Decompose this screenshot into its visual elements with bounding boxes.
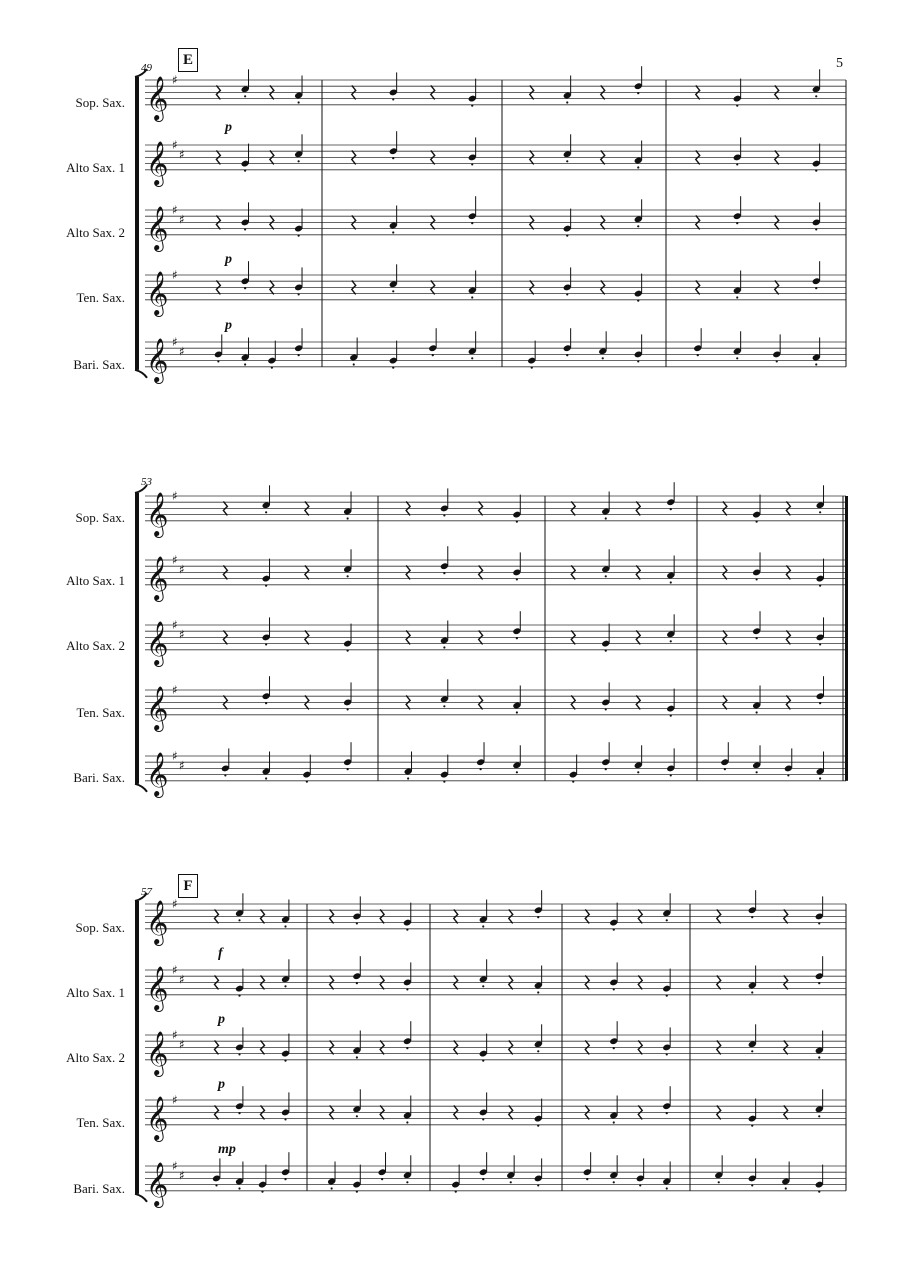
sharp-sign: ♯ <box>172 1028 178 1042</box>
staccato-dot <box>392 98 394 100</box>
staccato-dot <box>613 1121 615 1123</box>
staccato-dot <box>261 1191 263 1193</box>
system-bracket <box>135 77 139 370</box>
staccato-dot <box>756 521 758 523</box>
instrument-label-alto2: Alto Sax. 2 <box>66 1050 125 1065</box>
treble-clef: 𝄞 <box>146 1095 169 1140</box>
staccato-dot <box>331 1187 333 1189</box>
staccato-dot <box>637 300 639 302</box>
staccato-dot <box>482 985 484 987</box>
instrument-label-tenor: Ten. Sax. <box>76 1115 125 1130</box>
measure-number: 53 <box>141 476 152 488</box>
staccato-dot <box>670 640 672 642</box>
sharp-sign: ♯ <box>179 972 185 987</box>
staccato-dot <box>751 991 753 993</box>
instrument-label-sop: Sop. Sax. <box>75 510 125 525</box>
staccato-dot <box>244 95 246 97</box>
staccato-dot <box>537 916 539 918</box>
instrument-label-sop: Sop. Sax. <box>75 95 125 110</box>
staccato-dot <box>736 222 738 224</box>
instrument-label-bari: Bari. Sax. <box>73 770 125 785</box>
staccato-dot <box>815 287 817 289</box>
treble-clef: 𝄞 <box>146 1161 169 1206</box>
treble-clef: 𝄞 <box>146 899 169 944</box>
staccato-dot <box>443 514 445 516</box>
treble-clef: 𝄞 <box>146 337 169 382</box>
measure-number: 49 <box>141 62 152 74</box>
measure-number: 57 <box>141 886 152 898</box>
sharp-sign: ♯ <box>172 1093 178 1107</box>
staccato-dot <box>785 1187 787 1189</box>
staccato-dot <box>537 1184 539 1186</box>
staccato-dot <box>516 711 518 713</box>
staccato-dot <box>356 1115 358 1117</box>
staccato-dot <box>756 771 758 773</box>
staccato-dot <box>736 163 738 165</box>
treble-clef: 𝄞 <box>146 620 169 665</box>
staccato-dot <box>224 774 226 776</box>
staccato-dot <box>818 1191 820 1193</box>
staccato-dot <box>566 101 568 103</box>
sharp-sign: ♯ <box>179 562 185 577</box>
sharp-sign: ♯ <box>172 553 178 567</box>
staccato-dot <box>215 1184 217 1186</box>
final-barline <box>845 496 848 781</box>
staccato-dot <box>471 105 473 107</box>
staccato-dot <box>284 925 286 927</box>
sharp-sign: ♯ <box>172 335 178 349</box>
staccato-dot <box>392 367 394 369</box>
staccato-dot <box>639 1184 641 1186</box>
rehearsal-mark: F <box>178 874 198 898</box>
staccato-dot <box>244 228 246 230</box>
staccato-dot <box>818 922 820 924</box>
staccato-dot <box>471 222 473 224</box>
staccato-dot <box>815 228 817 230</box>
staccato-dot <box>392 290 394 292</box>
staccato-dot <box>298 160 300 162</box>
staccato-dot <box>736 105 738 107</box>
staccato-dot <box>637 166 639 168</box>
staccato-dot <box>482 1178 484 1180</box>
sharp-sign: ♯ <box>179 147 185 162</box>
staccato-dot <box>537 1050 539 1052</box>
staccato-dot <box>516 521 518 523</box>
sharp-sign: ♯ <box>172 489 178 503</box>
staccato-dot <box>751 1184 753 1186</box>
staccato-dot <box>443 705 445 707</box>
staccato-dot <box>605 768 607 770</box>
treble-clef: 𝄞 <box>146 965 169 1010</box>
staccato-dot <box>381 1178 383 1180</box>
dynamic-marking: p <box>218 1012 225 1027</box>
staccato-dot <box>819 643 821 645</box>
staccato-dot <box>613 1181 615 1183</box>
staccato-dot <box>406 929 408 931</box>
staccato-dot <box>238 919 240 921</box>
staccato-dot <box>347 768 349 770</box>
dynamic-marking: p <box>225 120 232 135</box>
staccato-dot <box>510 1181 512 1183</box>
staccato-dot <box>406 1121 408 1123</box>
staccato-dot <box>356 982 358 984</box>
staccato-dot <box>605 650 607 652</box>
sharp-sign: ♯ <box>179 627 185 642</box>
staccato-dot <box>482 1118 484 1120</box>
staccato-dot <box>666 995 668 997</box>
staccato-dot <box>298 354 300 356</box>
staccato-dot <box>265 643 267 645</box>
staccato-dot <box>217 360 219 362</box>
staccato-dot <box>516 578 518 580</box>
sharp-sign: ♯ <box>172 138 178 152</box>
staccato-dot <box>818 982 820 984</box>
staccato-dot <box>566 235 568 237</box>
sharp-sign: ♯ <box>179 344 185 359</box>
staccato-dot <box>471 163 473 165</box>
staccato-dot <box>670 581 672 583</box>
sharp-sign: ♯ <box>172 203 178 217</box>
treble-clef: 𝄞 <box>146 491 169 536</box>
staccato-dot <box>605 708 607 710</box>
staccato-dot <box>613 929 615 931</box>
instrument-label-sop: Sop. Sax. <box>75 920 125 935</box>
staccato-dot <box>356 1056 358 1058</box>
staccato-dot <box>815 363 817 365</box>
staccato-dot <box>566 160 568 162</box>
staccato-dot <box>407 777 409 779</box>
staccato-dot <box>298 293 300 295</box>
staccato-dot <box>298 235 300 237</box>
staccato-dot <box>637 360 639 362</box>
staccato-dot <box>265 511 267 513</box>
dynamic-marking: p <box>225 252 232 267</box>
staccato-dot <box>819 511 821 513</box>
system-bracket <box>135 493 139 784</box>
staccato-dot <box>566 354 568 356</box>
staccato-dot <box>244 170 246 172</box>
staccato-dot <box>455 1191 457 1193</box>
staccato-dot <box>443 572 445 574</box>
staccato-dot <box>637 92 639 94</box>
page-number: 5 <box>836 56 843 71</box>
staccato-dot <box>736 357 738 359</box>
staccato-dot <box>406 1047 408 1049</box>
instrument-label-alto1: Alto Sax. 1 <box>66 985 125 1000</box>
staccato-dot <box>531 367 533 369</box>
staccato-dot <box>736 296 738 298</box>
dynamic-marking: f <box>218 946 223 961</box>
staccato-dot <box>697 354 699 356</box>
staccato-dot <box>238 995 240 997</box>
staccato-dot <box>392 157 394 159</box>
staccato-dot <box>238 1112 240 1114</box>
staccato-dot <box>471 296 473 298</box>
staccato-dot <box>602 357 604 359</box>
sharp-sign: ♯ <box>172 897 178 911</box>
staccato-dot <box>756 637 758 639</box>
staccato-dot <box>666 1187 668 1189</box>
staccato-dot <box>572 781 574 783</box>
treble-clef: 𝄞 <box>146 140 169 185</box>
staccato-dot <box>356 922 358 924</box>
rehearsal-mark: E <box>178 48 198 72</box>
sharp-sign: ♯ <box>179 1037 185 1052</box>
staccato-dot <box>443 646 445 648</box>
staccato-dot <box>244 363 246 365</box>
staccato-dot <box>480 768 482 770</box>
treble-clef: 𝄞 <box>146 205 169 250</box>
staccato-dot <box>776 360 778 362</box>
instrument-label-bari: Bari. Sax. <box>73 1181 125 1196</box>
staccato-dot <box>637 225 639 227</box>
staccato-dot <box>637 771 639 773</box>
staccato-dot <box>392 231 394 233</box>
staccato-dot <box>347 650 349 652</box>
staccato-dot <box>347 575 349 577</box>
staccato-dot <box>815 170 817 172</box>
staccato-dot <box>670 508 672 510</box>
sharp-sign: ♯ <box>179 1168 185 1183</box>
treble-clef: 𝄞 <box>146 1030 169 1075</box>
staccato-dot <box>306 781 308 783</box>
sharp-sign: ♯ <box>179 212 185 227</box>
sharp-sign: ♯ <box>172 749 178 763</box>
staccato-dot <box>613 1047 615 1049</box>
staccato-dot <box>265 777 267 779</box>
dynamic-marking: mp <box>218 1142 236 1157</box>
staccato-dot <box>298 101 300 103</box>
sharp-sign: ♯ <box>172 268 178 282</box>
staccato-dot <box>284 1060 286 1062</box>
instrument-label-alto1: Alto Sax. 1 <box>66 160 125 175</box>
staccato-dot <box>605 575 607 577</box>
staccato-dot <box>751 1050 753 1052</box>
staccato-dot <box>347 708 349 710</box>
staccato-dot <box>356 1191 358 1193</box>
sharp-sign: ♯ <box>179 758 185 773</box>
staccato-dot <box>406 1181 408 1183</box>
staccato-dot <box>666 1053 668 1055</box>
staccato-dot <box>605 517 607 519</box>
staccato-dot <box>284 1118 286 1120</box>
sharp-sign: ♯ <box>172 618 178 632</box>
treble-clef: 𝄞 <box>146 75 169 120</box>
staccato-dot <box>271 367 273 369</box>
staccato-dot <box>537 1125 539 1127</box>
instrument-label-tenor: Ten. Sax. <box>76 705 125 720</box>
instrument-label-alto2: Alto Sax. 2 <box>66 225 125 240</box>
staccato-dot <box>443 781 445 783</box>
staccato-dot <box>432 354 434 356</box>
staccato-dot <box>265 702 267 704</box>
staccato-dot <box>756 711 758 713</box>
staccato-dot <box>244 287 246 289</box>
staccato-dot <box>516 637 518 639</box>
instrument-label-alto2: Alto Sax. 2 <box>66 638 125 653</box>
staccato-dot <box>537 991 539 993</box>
dynamic-marking: p <box>225 318 232 333</box>
sharp-sign: ♯ <box>172 963 178 977</box>
staccato-dot <box>815 95 817 97</box>
staccato-dot <box>238 1053 240 1055</box>
treble-clef: 𝄞 <box>146 555 169 600</box>
staccato-dot <box>670 715 672 717</box>
staccato-dot <box>818 1115 820 1117</box>
staccato-dot <box>670 774 672 776</box>
treble-clef: 𝄞 <box>146 270 169 315</box>
instrument-label-alto1: Alto Sax. 1 <box>66 573 125 588</box>
treble-clef: 𝄞 <box>146 751 169 796</box>
staccato-dot <box>718 1181 720 1183</box>
staccato-dot <box>756 578 758 580</box>
staccato-dot <box>586 1178 588 1180</box>
staccato-dot <box>347 517 349 519</box>
staccato-dot <box>666 1112 668 1114</box>
staccato-dot <box>482 925 484 927</box>
sharp-sign: ♯ <box>172 1159 178 1173</box>
treble-clef: 𝄞 <box>146 685 169 730</box>
staccato-dot <box>819 777 821 779</box>
staccato-dot <box>471 357 473 359</box>
staccato-dot <box>751 1125 753 1127</box>
staccato-dot <box>284 985 286 987</box>
staccato-dot <box>516 771 518 773</box>
sharp-sign: ♯ <box>172 73 178 87</box>
sharp-sign: ♯ <box>172 683 178 697</box>
staccato-dot <box>666 919 668 921</box>
staccato-dot <box>787 774 789 776</box>
staccato-dot <box>819 702 821 704</box>
staccato-dot <box>818 1056 820 1058</box>
staccato-dot <box>819 585 821 587</box>
staccato-dot <box>284 1178 286 1180</box>
instrument-label-tenor: Ten. Sax. <box>76 290 125 305</box>
system-bracket <box>135 901 139 1194</box>
instrument-label-bari: Bari. Sax. <box>73 357 125 372</box>
staccato-dot <box>238 1187 240 1189</box>
staccato-dot <box>751 916 753 918</box>
staccato-dot <box>724 768 726 770</box>
staccato-dot <box>613 988 615 990</box>
dynamic-marking: p <box>218 1077 225 1092</box>
staccato-dot <box>265 585 267 587</box>
staccato-dot <box>482 1060 484 1062</box>
staccato-dot <box>406 988 408 990</box>
staccato-dot <box>566 293 568 295</box>
staccato-dot <box>353 363 355 365</box>
